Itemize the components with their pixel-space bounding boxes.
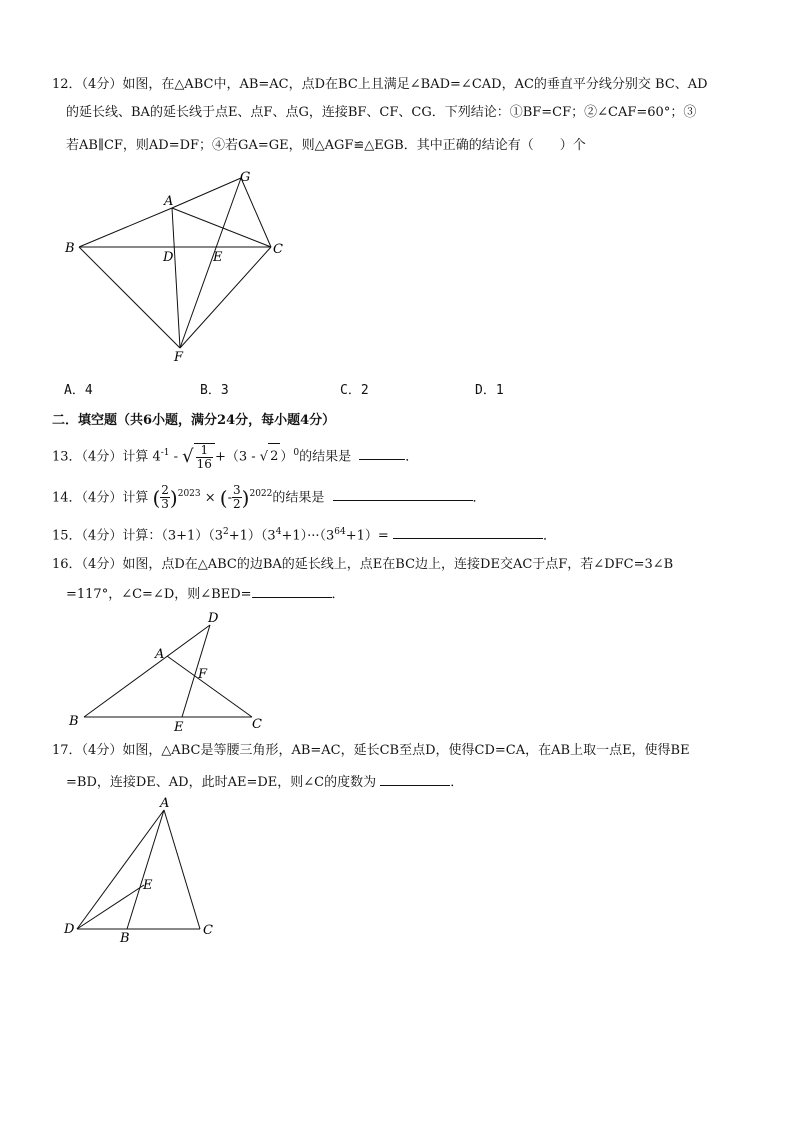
q13-mid: +（3 - [214, 449, 260, 465]
q17-answer-blank[interactable] [380, 773, 450, 786]
label-A: A [155, 647, 165, 662]
label-B: B [69, 714, 79, 729]
seg-AG [172, 178, 241, 208]
label-D: D [64, 922, 75, 937]
q17-line-2: =BD，连接DE、AD，此时AE=DE，则∠C的度数为 ． [66, 775, 464, 790]
q16-line-1: 16．（4分）如图，点D在△ABC的边BA的延长线上，点E在BC边上，连接DE交AC于点F，若∠DFC=3∠B [52, 557, 674, 572]
q14-suffix: 的结果是 [272, 490, 325, 506]
label-F: F [174, 350, 184, 365]
label-D: D [208, 611, 219, 626]
label-A: A [160, 796, 170, 811]
q12-line-1: 12．（4分）如图，在△ABC中，AB=AC，点D在BC上且满足∠BAD=∠CAD，AC的垂直平分线分别交 BC、AD [52, 77, 708, 92]
q16-line-2: =117°，∠C=∠D，则∠BED= ． [66, 587, 345, 602]
q13-sqrt-fraction: $\frac{1}{16}$ [194, 443, 215, 471]
label-C: C [203, 923, 213, 938]
q13-sqrt-2: 2 [268, 443, 280, 470]
label-B: B [65, 241, 75, 256]
q12-option-a: A．4 [64, 383, 93, 398]
seg-BA [79, 208, 172, 247]
label-F: F [198, 667, 208, 682]
seg-BD [84, 625, 210, 717]
section-heading: 二．填空题（共6小题，满分24分，每小题4分） [52, 413, 336, 428]
q14-answer-blank[interactable] [333, 488, 473, 501]
q16-answer-blank[interactable] [252, 585, 332, 598]
q17-figure [60, 795, 230, 945]
label-E: E [213, 250, 223, 265]
seg-GF [180, 178, 241, 348]
q13-answer-blank[interactable] [359, 447, 405, 460]
q15-answer-blank[interactable] [393, 526, 543, 539]
q12-option-c: C．2 [340, 383, 369, 398]
q14-exp-1: 2023 [177, 489, 201, 499]
seg-AB [127, 810, 164, 929]
seg-AD [77, 810, 164, 929]
label-C: C [252, 717, 262, 732]
q12-line-2: 的延长线、BA的延长线于点E、点F、点G，连接BF、CF、CG．下列结论：①BF=CF；②∠CAF=60°；③ [66, 105, 697, 120]
seg-AC [167, 656, 252, 717]
q14-prefix: 14．（4分）计算 [52, 490, 153, 506]
q14-line: 14．（4分）计算 ( $\frac{2}{3}$ )$^{2023}$ × (- $\frac{3}{2}$ )$^{2022}$的结果是 ． [52, 483, 486, 512]
q12-option-b: B．3 [200, 383, 229, 398]
q14-fraction-2: $\frac{3}{2}$ [233, 483, 241, 512]
label-E: E [174, 720, 184, 735]
label-A: A [164, 194, 174, 209]
q14-fraction-1: $\frac{2}{3}$ [161, 483, 169, 512]
q13-exponent: -1 [160, 448, 170, 458]
label-G: G [240, 170, 251, 185]
q12-line-3: 若AB∥CF，则AD=DF；④若GA=GE，则△AGF≌△EGB．其中正确的结论有（ ）个 [66, 138, 586, 153]
q15-line: 15．（4分）计算：$(3+1)(3^2+1)(3^4+1)\cdot\cdot\cdot(3^{64}+1)=$ ． [52, 527, 556, 544]
label-D: D [163, 250, 174, 265]
q13-minus: - [169, 449, 183, 465]
q13-exponent-0: 0 [293, 448, 300, 458]
seg-CF [180, 247, 271, 348]
label-E: E [143, 878, 153, 893]
seg-AF [172, 208, 180, 348]
q13-suffix: 的结果是 [299, 449, 352, 465]
label-C: C [273, 242, 283, 257]
q13-prefix: 13．（4分）计算 4 [52, 449, 161, 465]
q12-figure [60, 168, 300, 368]
q16-figure [64, 610, 274, 735]
q17-line-1: 17．（4分）如图，△ABC是等腰三角形，AB=AC，延长CB至点D，使得CD=CA，在AB上取一点E，使得BE [52, 743, 690, 758]
q12-option-d: D．1 [475, 383, 504, 398]
q14-exp-2: 2022 [249, 489, 273, 499]
label-B: B [120, 931, 130, 945]
seg-AC [164, 810, 200, 929]
q13-line: 13．（4分）计算 $4^{-1}$ - √ $\frac{1}{16}$ +（3 - √ 2 ）$^0$的结果是 ． [52, 442, 419, 471]
